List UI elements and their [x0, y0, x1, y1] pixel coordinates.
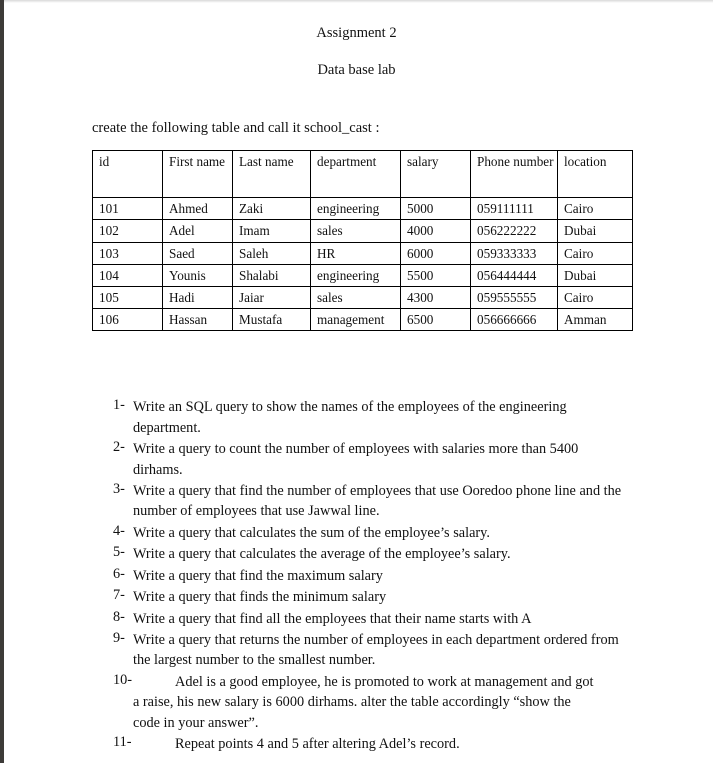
- table-row: [93, 309, 633, 331]
- cell-location: Cairo: [558, 286, 633, 308]
- question-item-6: [0, 566, 713, 586]
- question-item-2: [0, 439, 713, 480]
- cell-phone-number: 059333333: [471, 242, 558, 264]
- cell-phone-number: 056222222: [471, 220, 558, 242]
- cell-department: HR: [311, 242, 401, 264]
- questions-list: [0, 397, 713, 754]
- question-number: 7-: [113, 587, 125, 604]
- question-item-7: [0, 587, 713, 607]
- question-number: 2-: [113, 439, 125, 456]
- cell-first-name: Younis: [163, 264, 233, 286]
- school-cast-table: [92, 150, 633, 331]
- question-number: 1-: [113, 397, 125, 414]
- question-number: 5-: [113, 544, 125, 561]
- question-item-11: [0, 734, 713, 754]
- cell-department: engineering: [311, 264, 401, 286]
- question-text: Write a query that find the number of employees that use Ooredoo phone line and the number of employees that use Jawwal line.: [133, 482, 622, 520]
- cell-department: sales: [311, 220, 401, 242]
- cell-phone-number: 059555555: [471, 286, 558, 308]
- cell-id: 105: [93, 286, 163, 308]
- cell-salary: 5000: [401, 198, 471, 220]
- cell-salary: 4300: [401, 286, 471, 308]
- question-text: Write a query that calculates the sum of the employee’s salary.: [133, 524, 490, 541]
- question-item-4: [0, 523, 713, 543]
- question-number: 6-: [113, 565, 125, 582]
- cell-first-name: Hadi: [163, 286, 233, 308]
- question-text: Repeat points 4 and 5 after altering Adel’s record.: [175, 736, 460, 753]
- cell-phone-number: 056444444: [471, 264, 558, 286]
- question-text: Write an SQL query to show the names of the employees of the engineering department.: [133, 399, 567, 436]
- cell-location: Dubai: [558, 264, 633, 286]
- page-title: Assignment 2: [316, 25, 397, 41]
- cell-last-name: Shalabi: [233, 264, 311, 286]
- cell-last-name: Jaiar: [233, 286, 311, 308]
- question-text: Write a query that find all the employees that their name starts with A: [133, 610, 532, 627]
- cell-first-name: Adel: [163, 220, 233, 242]
- question-text: Write a query to count the number of employees with salaries more than 5400 dirhams.: [133, 441, 579, 478]
- cell-id: 101: [93, 198, 163, 220]
- cell-id: 102: [93, 220, 163, 242]
- cell-id: 104: [93, 264, 163, 286]
- cell-id: 106: [93, 309, 163, 331]
- table-row: [93, 220, 633, 242]
- question-item-9: [0, 630, 713, 671]
- cell-phone-number: 059111111: [471, 198, 558, 220]
- cell-salary: 6000: [401, 242, 471, 264]
- cell-phone-number: 056666666: [471, 309, 558, 331]
- question-text: Adel is a good employee, he is promoted to work at management and got a raise, his new salary is 6000 dirhams. alter the table accordingly “show the code in your answer”.: [133, 673, 594, 731]
- question-number: 8-: [113, 608, 125, 625]
- cell-last-name: Zaki: [233, 198, 311, 220]
- table-row: [93, 264, 633, 286]
- question-text: Write a query that find the maximum salary: [133, 567, 383, 584]
- cell-salary: 5500: [401, 264, 471, 286]
- table-row: [93, 286, 633, 308]
- column-header-department: department: [311, 151, 401, 198]
- question-number: 9-: [113, 630, 125, 646]
- cell-first-name: Saed: [163, 242, 233, 264]
- page-subtitle: Data base lab: [317, 61, 396, 78]
- intro-instruction: create the following table and call it school_cast :: [92, 120, 380, 137]
- question-item-10: [0, 672, 713, 733]
- cell-department: engineering: [311, 198, 401, 220]
- column-header-first-name: First name: [163, 151, 233, 198]
- column-header-last-name: Last name: [233, 151, 311, 198]
- question-item-3: [0, 481, 713, 522]
- table-row: [93, 242, 633, 264]
- cell-location: Cairo: [558, 242, 633, 264]
- cell-last-name: Mustafa: [233, 309, 311, 331]
- column-header-location: location: [558, 151, 633, 198]
- question-number: 11-: [113, 734, 132, 751]
- question-item-5: [0, 544, 713, 564]
- cell-salary: 4000: [401, 220, 471, 242]
- cell-location: Cairo: [558, 198, 633, 220]
- question-item-8: [0, 609, 713, 629]
- cell-location: Amman: [558, 309, 633, 331]
- cell-department: sales: [311, 286, 401, 308]
- question-number: 4-: [113, 522, 125, 539]
- cell-first-name: Ahmed: [163, 198, 233, 220]
- cell-id: 103: [93, 242, 163, 264]
- cell-department: management: [311, 309, 401, 331]
- cell-location: Dubai: [558, 220, 633, 242]
- column-header-id: id: [93, 151, 163, 198]
- question-text: Write a query that finds the minimum salary: [133, 589, 387, 606]
- column-header-phone-number: Phone number: [471, 151, 558, 198]
- cell-last-name: Imam: [233, 220, 311, 242]
- column-header-salary: salary: [401, 151, 471, 198]
- table-row: [93, 198, 633, 220]
- cell-last-name: Saleh: [233, 242, 311, 264]
- question-number: 3-: [113, 480, 125, 497]
- table-header-row: [93, 151, 633, 198]
- question-text: Write a query that returns the number of employees in each department ordered from the largest number to the smallest number.: [133, 632, 619, 669]
- question-number: 10-: [113, 671, 133, 688]
- cell-first-name: Hassan: [163, 309, 233, 331]
- cell-salary: 6500: [401, 309, 471, 331]
- question-text: Write a query that calculates the average of the employee’s salary.: [133, 546, 511, 563]
- question-item-1: [0, 397, 713, 438]
